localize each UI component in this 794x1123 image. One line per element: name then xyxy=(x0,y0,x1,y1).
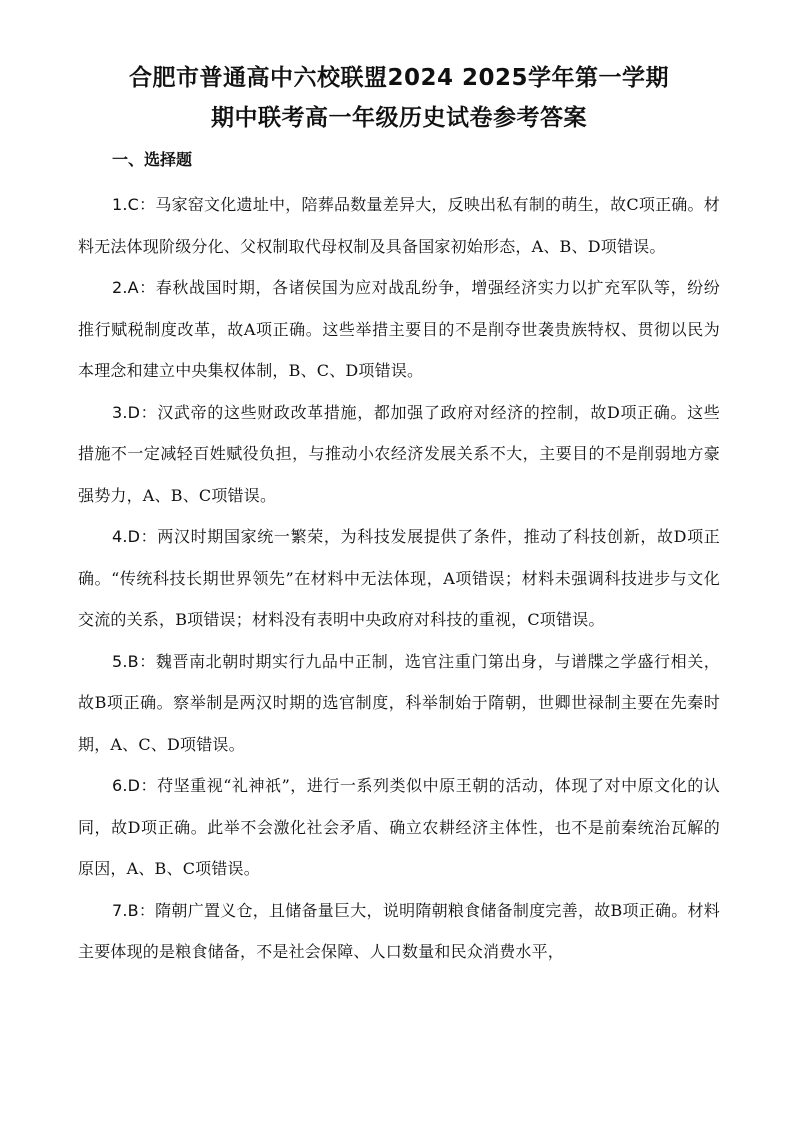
answer-key: 2.A： xyxy=(112,278,156,297)
answer-text: 两汉时期国家统一繁荣，为科技发展提供了条件，推动了科技创新，故D项正确。“传统科技长期世界领先”在材料中无法体现，A项错误；材料未强调科技进步与文化交流的关系，B项错误；材料没有表明中央政府对科技的重视，C项错误。 xyxy=(78,527,720,629)
answer-text: 苻坚重视“礼神祇”，进行一系列类似中原王朝的活动，体现了对中原文化的认同，故D项正确。此举不会激化社会矛盾、确立农耕经济主体性，也不是前秦统治瓦解的原因，A、B、C项错误。 xyxy=(78,776,720,878)
answer-paragraph-5 xyxy=(78,641,720,766)
answer-paragraph-2 xyxy=(78,267,720,392)
answer-paragraph-7 xyxy=(78,890,720,973)
document-title-line-2: 期中联考高一年级历史试卷参考答案 xyxy=(211,105,587,131)
answer-key: 1.C： xyxy=(112,195,156,214)
answer-key: 4.D： xyxy=(112,527,158,546)
answer-paragraph-6 xyxy=(78,765,720,890)
answer-key: 7.B： xyxy=(112,900,156,920)
answer-text: 魏晋南北朝时期实行九品中正制，选官注重门第出身，与谱牒之学盛行相关，故B项正确。察举制是两汉时期的选官制度，科举制始于隋朝，世卿世禄制主要在先秦时期，A、C、D项错误。 xyxy=(78,651,720,754)
section-heading: 一、选择题 xyxy=(112,150,193,169)
answer-paragraph-4 xyxy=(78,516,720,641)
answer-paragraph-3 xyxy=(78,392,720,517)
answer-key: 5.B： xyxy=(112,651,156,671)
answer-text: 春秋战国时期，各诸侯国为应对战乱纷争，增强经济实力以扩充军队等，纷纷推行赋税制度改革，故A项正确。这些举措主要目的不是削夺世袭贵族特权、贯彻以民为本理念和建立中央集权体制，B、C、D项错误。 xyxy=(78,278,720,380)
answer-key: 6.D： xyxy=(112,776,158,795)
answer-paragraph-1 xyxy=(78,184,720,267)
document-title-line-1: 合肥市普通高中六校联盟2024 2025学年第一学期 xyxy=(128,65,670,91)
answer-text: 汉武帝的这些财政改革措施，都加强了政府对经济的控制，故D项正确。这些措施不一定减轻百姓赋役负担，与推动小农经济发展关系不大，主要目的不是削弱地方豪强势力，A、B、C项错误。 xyxy=(78,402,720,505)
answer-text: 隋朝广置义仓，且储备量巨大，说明隋朝粮食储备制度完善，故B项正确。材料主要体现的是粮食储备，不是社会保障、人口数量和民众消费水平， xyxy=(78,900,720,961)
answer-key: 3.D： xyxy=(112,402,158,422)
answer-text: 马家窑文化遗址中，陪葬品数量差异大，反映出私有制的萌生，故C项正确。材料无法体现阶级分化、父权制取代母权制及具备国家初始形态，A、B、D项错误。 xyxy=(78,195,720,256)
